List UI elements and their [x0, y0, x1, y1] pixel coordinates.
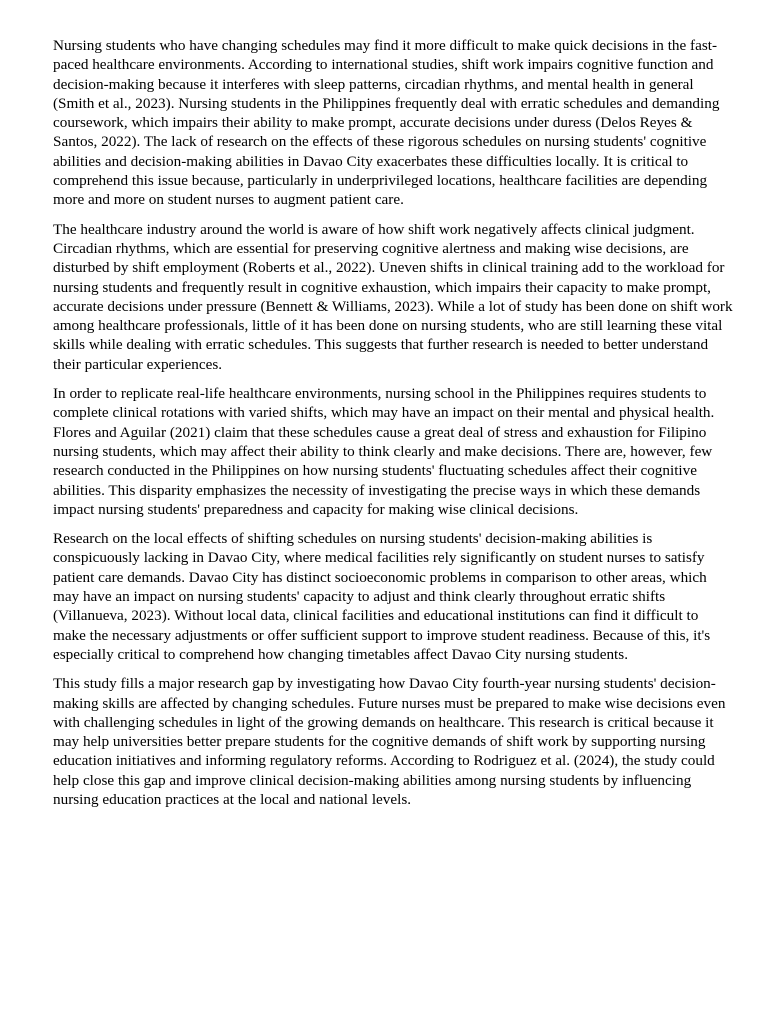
document-body	[53, 36, 733, 819]
paragraph-3: In order to replicate real-life healthcare environments, nursing school in the Philippines requires students to complete clinical rotations with varied shifts, which may have an impact on their mental and physical health. Flores and Aguilar (2021) claim that these schedules cause a great deal of stress and exhaustion for Filipino nursing students, which may affect their ability to think clearly and make decisions. There are, however, few research conducted in the Philippines on how nursing students' fluctuating schedules affect their cognitive abilities. This disparity emphasizes the necessity of investigating the precise ways in which these demands impact nursing students' preparedness and capacity for making wise clinical decisions.	[53, 385, 715, 518]
paragraph-1: Nursing students who have changing schedules may find it more difficult to make quick decisions in the fast-paced healthcare environments. According to international studies, shift work impairs cognitive function and decision-making because it interferes with sleep patterns, circadian rhythms, and mental health in general (Smith et al., 2023). Nursing students in the Philippines frequently deal with erratic schedules and demanding coursework, which impairs their ability to make prompt, accurate decisions under duress (Delos Reyes & Santos, 2022). The lack of research on the effects of these rigorous schedules on nursing students' cognitive abilities and decision-making abilities in Davao City exacerbates these difficulties locally. It is critical to comprehend this issue because, particularly in underprivileged locations, healthcare facilities are depending more and more on student nurses to augment patient care.	[53, 37, 720, 209]
paragraph-4: Research on the local effects of shifting schedules on nursing students' decision-making abilities is conspicuously lacking in Davao City, where medical facilities rely significantly on student nurses to satisfy patient care demands. Davao City has distinct socioeconomic problems in comparison to other areas, which may have an impact on nursing students' capacity to adjust and think clearly throughout erratic shifts (Villanueva, 2023). Without local data, clinical facilities and educational institutions can find it difficult to make the necessary adjustments or offer sufficient support to improve student readiness. Because of this, it's especially critical to comprehend how changing timetables affect Davao City nursing students.	[53, 530, 711, 663]
paragraph-2: The healthcare industry around the world is aware of how shift work negatively affects clinical judgment. Circadian rhythms, which are essential for preserving cognitive alertness and making wise decisions, are disturbed by shift employment (Roberts et al., 2022). Uneven shifts in clinical training add to the workload for nursing students and frequently result in cognitive exhaustion, which impairs their capacity to make prompt, accurate decisions under pressure (Bennett & Williams, 2023). While a lot of study has been done on shift work among healthcare professionals, little of it has been done on nursing students, who are still learning these vital skills while dealing with erratic schedules. This suggests that further research is needed to better understand their particular experiences.	[53, 220, 733, 373]
paragraph-5: This study fills a major research gap by investigating how Davao City fourth-year nursing students' decision-making skills are affected by changing schedules. Future nurses must be prepared to make wise decisions even with challenging schedules in light of the growing demands on healthcare. This research is critical because it may help universities better prepare students for the cognitive demands of shift work by supporting nursing education initiatives and informing regulatory reforms. According to Rodriguez et al. (2024), the study could help close this gap and improve clinical decision-making abilities among nursing students by influencing nursing education practices at the local and national levels.	[53, 675, 726, 808]
